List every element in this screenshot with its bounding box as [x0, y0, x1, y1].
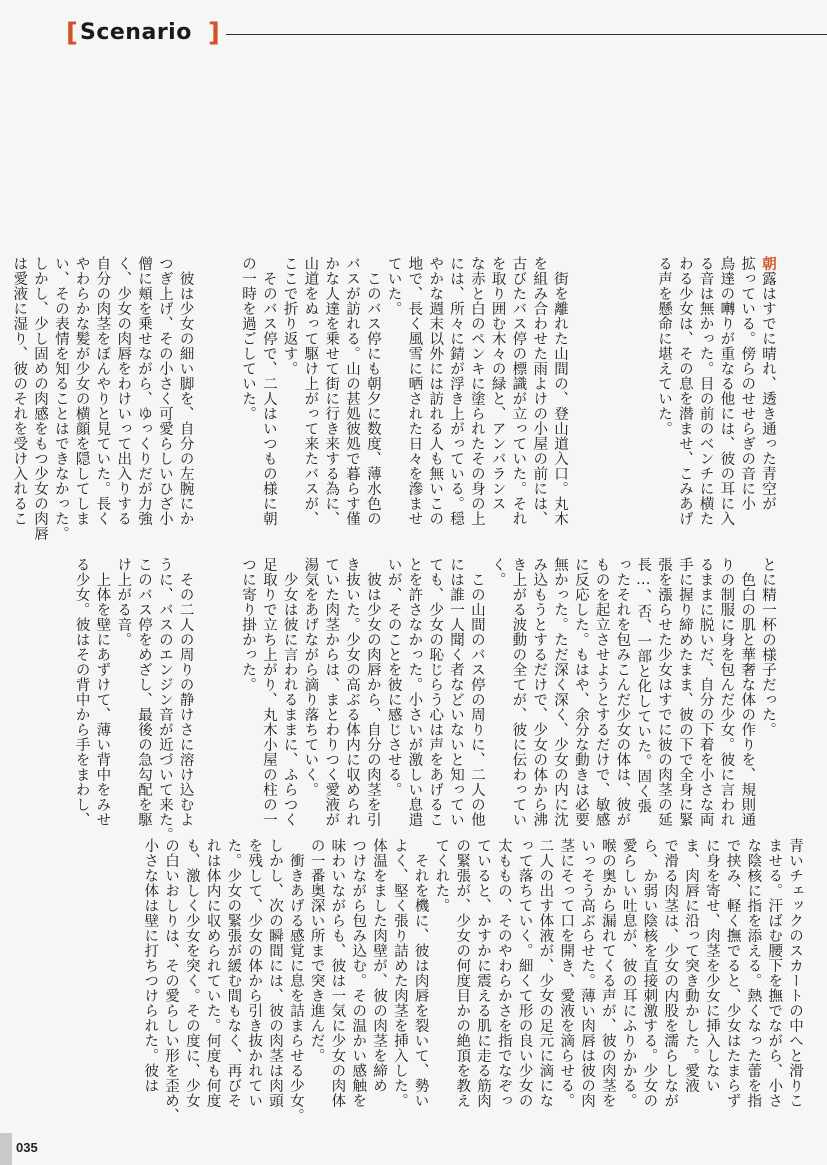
- text-column: [660, 838, 680, 1130]
- text-column: [737, 256, 757, 554]
- column-text: わる少女は、その息を潜ませ、こみあげ: [676, 256, 693, 526]
- text-column: [259, 256, 279, 554]
- text-column: [155, 557, 175, 842]
- text-column: [72, 557, 92, 830]
- text-column: [598, 838, 618, 1130]
- text-column: [758, 256, 778, 554]
- text-column: [280, 256, 300, 554]
- column-text: いが、そのことを彼に感じさせる。: [385, 557, 402, 797]
- column-text: 彼は少女の肉唇から、自分の肉茎を引: [364, 557, 381, 827]
- text-column: [473, 838, 493, 1130]
- text-column: [494, 838, 514, 1130]
- text-column: [425, 256, 445, 554]
- column-text: き抜いた。少女の高ぶる体内に収められ: [344, 557, 360, 827]
- column-text: き上がる波動の全てが、彼に伝わってい: [510, 557, 527, 827]
- text-column: [529, 557, 549, 830]
- column-text: で挟み、軽く撫でると、少女はたまらず: [724, 838, 741, 1108]
- column-text: それを機に、彼は肉唇を裂いて、勢い: [412, 838, 429, 1108]
- column-text: に身を寄せ、肉茎を少女に挿入しない: [703, 838, 720, 1093]
- column-text: 山道をぬって駆け上がって来たバスが、: [302, 256, 319, 526]
- text-column: [723, 838, 743, 1130]
- text-column: [134, 256, 154, 554]
- text-column: [342, 256, 362, 554]
- text-column: [140, 838, 160, 1130]
- column-text: 地で、長く風雪に晒された日々を滲ませ: [406, 256, 423, 526]
- text-column: [223, 838, 243, 1130]
- column-text: る声を懸命に堪えていた。: [656, 256, 672, 436]
- text-column: [348, 838, 368, 1130]
- column-text: 小さな体は壁に打ちつけられた。彼は: [142, 838, 159, 1093]
- text-column: [155, 256, 175, 554]
- column-text: 自分の肉茎をぼんやりと見ていた。長く: [94, 256, 111, 526]
- column-text: 僧に頬を乗せながら、ゆっくりだが力強: [136, 256, 152, 526]
- column-text: には、所々に錆が浮き上がっている。穏: [448, 256, 464, 526]
- column-text: く。: [489, 557, 506, 587]
- column-text: ったそれを包みこんだ少女の体は、彼が: [614, 557, 631, 827]
- column-text: ものを起立させようとするだけで、敏感: [593, 557, 610, 827]
- column-text: 古びたバス停の標識が立っていた。それ: [510, 256, 527, 526]
- column-text: うに、バスのエンジン音が近づいて来た。: [156, 557, 173, 842]
- column-text: 喉の奥から漏れてくる声が、彼の肉茎を: [599, 838, 616, 1108]
- column-text: 太ももの、そのやわらかさを指でなぞっ: [495, 838, 512, 1108]
- column-text: りの制服に身を包んだ少女。彼に言われ: [718, 557, 735, 827]
- column-text: ま、肉唇に沿って突き動かした。愛液: [683, 838, 699, 1093]
- drop-initial: 朝: [760, 256, 776, 271]
- column-text: ても、少女の恥じらう心は声をあげるこ: [427, 557, 444, 827]
- text-column: [404, 256, 424, 554]
- text-column: [764, 838, 784, 1130]
- column-text: の一番奥深い所まで突き進んだ。: [308, 838, 325, 1063]
- header-bracket-left: [: [66, 18, 78, 48]
- text-column: [758, 557, 778, 830]
- text-column: [737, 557, 757, 830]
- column-text: い、その表情を知ることはできなかった。: [52, 256, 69, 541]
- column-text: とを許さなかった。小さいが激しい息遣: [406, 557, 423, 827]
- text-column: [681, 838, 701, 1130]
- text-column: [72, 256, 92, 554]
- lower-block: [139, 838, 805, 1130]
- column-text: 色白の肌と華奢な体の作りを、規則通: [739, 557, 756, 827]
- text-column: [488, 557, 508, 830]
- column-text: 街を離れた山間の、登山道入口。丸木: [552, 256, 568, 526]
- column-text: には誰一人聞く者などいないと知ってい: [448, 557, 464, 827]
- column-text: る少女。彼はその背中から手をまわし、: [73, 557, 90, 827]
- page-edge-marker: [0, 1133, 12, 1165]
- column-text: このバス停にも朝夕に数度、薄水色の: [364, 256, 381, 526]
- header-bracket-right: ]: [208, 18, 220, 48]
- column-text: やわらかな髪が少女の横顔を隠してしま: [73, 256, 90, 526]
- text-column: [550, 256, 570, 554]
- column-text: ここで折り返す。: [281, 256, 298, 376]
- column-text: るままに脱いだ、自分の下着を小さな両: [697, 557, 714, 827]
- text-column: [452, 838, 472, 1130]
- column-text: って落ちていく。細くて形の良い少女の: [516, 838, 533, 1108]
- column-text: 味わいながらも、彼は一気に少女の肉体: [329, 838, 346, 1108]
- text-column: [675, 256, 695, 554]
- column-text: よく、堅く張り詰めた肉茎を挿入した。: [391, 838, 408, 1108]
- column-text: は愛液に湿り、彼のそれを受け入れるこ: [11, 256, 28, 526]
- text-column: [612, 557, 632, 830]
- column-text: 湯気をあげながら滴り落ちていく。: [302, 557, 319, 797]
- text-column: [639, 838, 659, 1130]
- page-number: 035: [16, 1140, 38, 1155]
- column-text: れは体内に収められていた。何度も何度: [204, 838, 221, 1108]
- text-column: [696, 256, 716, 554]
- column-text: ていた。: [385, 256, 402, 316]
- text-column: [321, 557, 341, 830]
- text-column: [369, 838, 389, 1130]
- column-text: 彼は少女の細い脚を、自分の左腕にか: [177, 256, 194, 526]
- column-text: 張を漲らせた少女はすでに彼の肉茎の延: [656, 557, 672, 827]
- column-text: 愛らしい吐息が、彼の耳にふりかかる。: [620, 838, 637, 1108]
- column-text: ら、か弱い陰核を直接刺激する。少女の: [641, 838, 658, 1108]
- column-text: 手に握り締めたまま、彼の下で全身に緊: [676, 557, 693, 827]
- column-text: の緊張が、少女の何度目かの絶頂を教え: [454, 838, 471, 1108]
- column-text: そのバス停で、二人はいつもの様に朝: [260, 256, 277, 526]
- text-column: [467, 256, 487, 554]
- text-column: [176, 557, 196, 830]
- text-column: [113, 557, 133, 830]
- column-text: しかし、少し固めの肉感をもつ少女の肉唇: [32, 256, 48, 541]
- column-text: く、少女の肉唇をわけいって出入りする: [115, 256, 132, 526]
- column-text: ませる。汗ばむ腰下を撫でながら、小さ: [766, 838, 783, 1108]
- text-column: [182, 838, 202, 1130]
- text-column: [203, 838, 223, 1130]
- text-column: [529, 256, 549, 554]
- text-column: [515, 838, 535, 1130]
- column-text: 拡っている。傍らのせせらぎの音に小: [739, 256, 756, 511]
- text-column: [390, 838, 410, 1130]
- column-text: 長…、否、一部と化していた。固く張: [635, 557, 652, 814]
- column-text: この山間のバス停の周りに、二人の他: [468, 557, 485, 827]
- text-column: [238, 557, 258, 830]
- column-text: 無かった。ただ深く深く、少女の内に沈: [552, 557, 568, 827]
- text-column: [556, 838, 576, 1130]
- text-column: [321, 256, 341, 554]
- text-column: [550, 557, 570, 830]
- column-text: ていた肉茎からは、まとわりつく愛液が: [323, 557, 340, 827]
- column-text: かな人達を乗せて街に行き来する為に、: [323, 256, 340, 526]
- text-column: [363, 557, 383, 830]
- text-column: [411, 838, 431, 1130]
- text-column: [51, 256, 71, 554]
- text-column: [265, 838, 285, 1130]
- column-text: 上体を壁にあずけて、薄い背中をみせ: [94, 557, 111, 827]
- text-column: [431, 838, 451, 1130]
- text-column: [716, 557, 736, 830]
- column-text: このバス停をめざし、最後の急勾配を駆: [136, 557, 152, 827]
- text-column: [535, 838, 555, 1130]
- column-text: 二人の出す体液が、少女の足元に滴にな: [537, 838, 554, 1108]
- text-column: [307, 838, 327, 1130]
- text-column: [592, 557, 612, 830]
- text-column: [300, 256, 320, 554]
- text-column: [508, 557, 528, 830]
- middle-block: [70, 557, 778, 842]
- column-text: 茎にそって口を開き、愛液を滴らせる。: [558, 838, 575, 1108]
- column-text: 露はすでに晴れ、透き通った青空が: [760, 271, 776, 511]
- text-column: [446, 557, 466, 830]
- column-text: 鳥達の囀りが重なる他には、彼の耳に入: [718, 256, 735, 526]
- text-column: [176, 256, 196, 554]
- column-text: つぎ上げ、その小さく可愛らしいひざ小: [156, 256, 173, 526]
- column-text: も、激しく少女を突く。その度に、少女: [183, 838, 200, 1108]
- text-column: [716, 256, 736, 554]
- column-text: ていると、かすかに震える肌に走る筋肉: [475, 838, 491, 1108]
- text-column: [675, 557, 695, 830]
- text-column: [280, 557, 300, 830]
- text-column: [785, 838, 805, 1130]
- text-column: [30, 256, 50, 554]
- text-column: [702, 838, 722, 1130]
- column-text: み込もうとするだけで、少女の体から沸: [531, 557, 548, 827]
- text-column: [92, 256, 112, 554]
- column-text: 足取りで立ち上がり、丸木小屋の柱の一: [260, 557, 277, 827]
- column-text: 青いチェックのスカートの中へと滑りこ: [787, 838, 803, 1108]
- text-column: [404, 557, 424, 830]
- column-text: つけながら包み込む。その温かい感触を: [350, 838, 367, 1108]
- column-text: バスが訪れる。山の甚処彼処で暮らす僅: [344, 256, 360, 526]
- column-text: いっそう高ぶらせた。薄い肉唇は彼の肉: [579, 838, 595, 1108]
- header-rule: [226, 34, 827, 35]
- column-text: しかし、次の瞬間には、彼の肉茎は肉頭: [267, 838, 283, 1108]
- column-text: を残して、少女の体から引き抜かれてい: [246, 838, 263, 1108]
- section-header: [66, 18, 827, 48]
- column-text: 少女は彼に言われるままに、ふらつく: [281, 557, 298, 827]
- text-column: [384, 557, 404, 830]
- text-column: [244, 838, 264, 1130]
- text-column: [9, 256, 29, 554]
- text-column: [259, 557, 279, 830]
- column-text: の一時を過ごしていた。: [240, 256, 256, 421]
- column-text: で滑る肉茎は、少女の内股を濡らしなが: [662, 838, 679, 1108]
- column-text: を取り囲む木々の緑と、アンバランス: [489, 256, 506, 511]
- text-column: [654, 557, 674, 830]
- text-column: [571, 557, 591, 830]
- text-column: [743, 838, 763, 1130]
- text-column: [363, 256, 383, 554]
- upper-block: [8, 256, 778, 554]
- text-column: [446, 256, 466, 554]
- text-column: [327, 838, 347, 1130]
- section-title: Scenario: [80, 20, 192, 45]
- text-column: [113, 256, 133, 554]
- text-column: [238, 256, 258, 554]
- text-column: [633, 557, 653, 830]
- column-text: つに寄り掛かった。: [240, 557, 256, 692]
- column-text: その二人の周りの静けさに溶け込むよ: [177, 557, 194, 827]
- column-text: な赤と白のペンキに塗られたその身の上: [468, 256, 485, 526]
- column-text: の白いおしりは、その愛らしい形を歪め、: [163, 838, 179, 1123]
- text-column: [577, 838, 597, 1130]
- column-text: に反応した。もはや、余分な動きは必要: [572, 557, 589, 827]
- text-column: [300, 557, 320, 830]
- text-column: [488, 256, 508, 554]
- column-text: た。少女の緊張が緩む間もなく、再びそ: [225, 838, 242, 1108]
- text-column: [161, 838, 181, 1130]
- column-text: やかな週末以外には訪れる人も無いこの: [427, 256, 444, 526]
- text-column: [92, 557, 112, 830]
- text-column: [467, 557, 487, 830]
- text-column: [425, 557, 445, 830]
- column-text: る音は無かった。目の前のベンチに横た: [697, 256, 714, 526]
- text-column: [654, 256, 674, 554]
- text-column: [508, 256, 528, 554]
- text-column: [619, 838, 639, 1130]
- column-text: 体温をました肉壁が、彼の肉茎を締め: [371, 838, 387, 1093]
- text-column: [342, 557, 362, 830]
- text-column: [134, 557, 154, 830]
- column-text: てくれた。: [433, 838, 450, 913]
- column-text: け上がる音。: [115, 557, 132, 647]
- column-text: 衝きあげる感覚に息を詰まらせる少女。: [287, 838, 304, 1123]
- column-text: な陰核に指を添える。熱くなった蕾を指: [745, 838, 762, 1108]
- column-text: とに精一杯の様子だった。: [760, 557, 776, 737]
- text-column: [696, 557, 716, 830]
- column-text: を組み合わせた雨よけの小屋の前には、: [531, 256, 548, 526]
- text-column: [286, 838, 306, 1130]
- text-column: [384, 256, 404, 554]
